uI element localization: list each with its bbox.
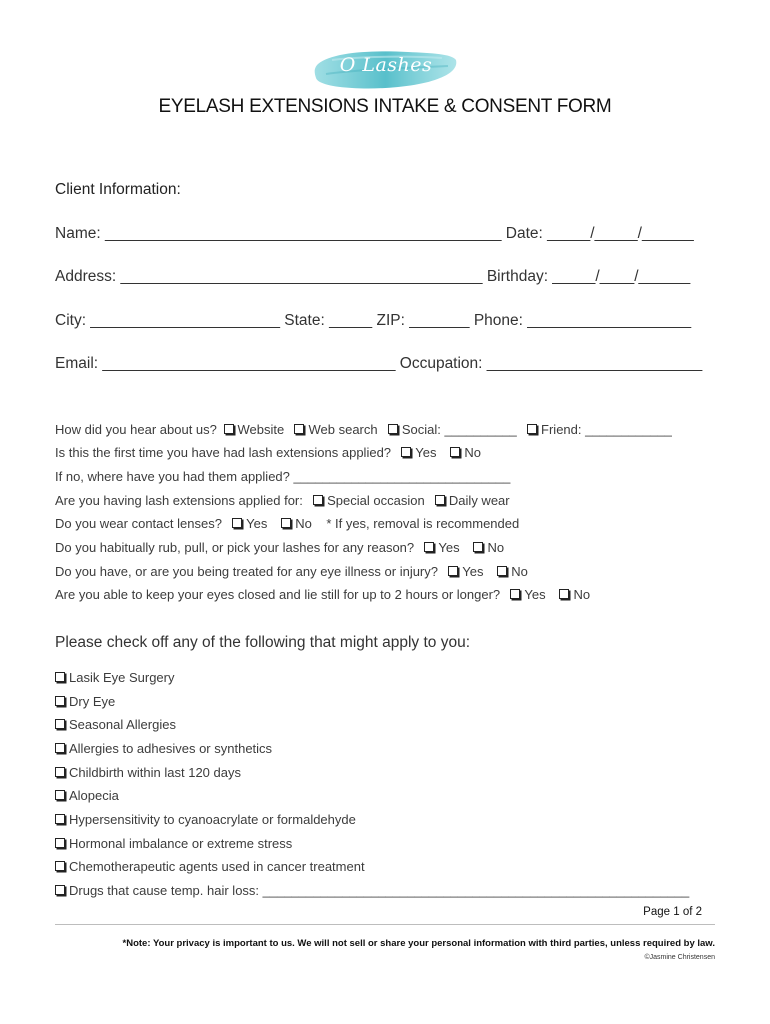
question-hear-about <box>55 422 672 437</box>
checklist-item-label: Allergies to adhesives or synthetics <box>69 741 273 756</box>
checklist-item-label: Hypersensitivity to cyanoacrylate or formaldehyde <box>69 812 356 827</box>
option-label: Yes <box>524 587 546 602</box>
question-label: Do you habitually rub, pull, or pick your lashes for any reason? <box>55 540 415 555</box>
checkbox-childbirth[interactable] <box>55 767 65 777</box>
checklist-item <box>55 741 272 756</box>
checklist-item-label: Drugs that cause temp. hair loss: ___________________________________________________________ <box>69 883 690 898</box>
checkbox-no[interactable] <box>473 542 483 552</box>
question-label: Do you wear contact lenses? <box>55 516 222 531</box>
checklist-item <box>55 694 115 709</box>
logo-text: O Lashes <box>339 54 433 76</box>
privacy-note: *Note: Your privacy is important to us. We will not sell or share your personal information with third parties, unless required by law. <box>122 938 715 949</box>
removal-note: * If yes, removal is recommended <box>326 516 520 531</box>
checkbox-no[interactable] <box>281 518 291 528</box>
checkbox-dry-eye[interactable] <box>55 696 65 706</box>
checklist-item-label: Seasonal Allergies <box>69 717 176 732</box>
question-applied-for <box>55 493 510 508</box>
option-label: Special occasion <box>327 493 425 508</box>
checkbox-yes[interactable] <box>510 589 520 599</box>
email-occupation-field[interactable]: Email: __________________________________ Occupation: _________________________ <box>55 355 703 372</box>
option-label: No <box>487 540 505 555</box>
option-label: Yes <box>415 445 437 460</box>
checkbox-yes[interactable] <box>424 542 434 552</box>
checkbox-hypersensitivity[interactable] <box>55 814 65 824</box>
option-label: Web search <box>308 422 378 437</box>
checkbox-no[interactable] <box>450 447 460 457</box>
checkbox-hair-loss-drugs[interactable] <box>55 885 65 895</box>
question-label: Are you able to keep your eyes closed and lie still for up to 2 hours or longer? <box>55 587 501 602</box>
option-label: No <box>573 587 591 602</box>
checklist-item <box>55 788 119 803</box>
page-number: Page 1 of 2 <box>643 906 702 918</box>
checklist-item-label: Hormonal imbalance or extreme stress <box>69 836 293 851</box>
option-label: Yes <box>462 564 484 579</box>
checkbox-hormonal[interactable] <box>55 838 65 848</box>
checkbox-yes[interactable] <box>401 447 411 457</box>
checklist-item <box>55 836 292 851</box>
question-label: Do you have, or are you being treated for any eye illness or injury? <box>55 564 438 579</box>
checkbox-special-occasion[interactable] <box>313 495 323 505</box>
checklist-item-label: Chemotherapeutic agents used in cancer treatment <box>69 859 365 874</box>
option-label: Website <box>237 422 285 437</box>
question-where-applied[interactable]: If no, where have you had them applied? ______________________________ <box>55 469 511 484</box>
question-label: How did you hear about us? <box>55 422 217 437</box>
checklist-item-label: Dry Eye <box>69 694 116 709</box>
copyright: ©Jasmine Christensen <box>644 954 715 961</box>
question-contact-lenses <box>55 516 519 531</box>
checkbox-web-search[interactable] <box>294 424 304 434</box>
option-label: No <box>511 564 528 579</box>
footer-divider <box>55 924 715 925</box>
option-label: Yes <box>438 540 460 555</box>
question-rub-lashes <box>55 540 504 555</box>
checklist-heading: Please check off any of the following that might apply to you: <box>55 634 471 651</box>
option-label: Daily wear <box>448 493 510 508</box>
question-first-time <box>55 445 481 460</box>
checklist-item-label: Lasik Eye Surgery <box>69 670 175 685</box>
brand-logo <box>312 44 460 100</box>
option-label: No <box>464 445 481 460</box>
checkbox-yes[interactable] <box>232 518 242 528</box>
option-label: Social: __________ <box>401 422 517 437</box>
option-label: Friend: ____________ <box>541 422 672 437</box>
checkbox-seasonal-allergies[interactable] <box>55 719 65 729</box>
checkbox-friend[interactable] <box>527 424 537 434</box>
name-date-field[interactable]: Name: ______________________________________________ Date: _____/_____/______ <box>55 225 694 242</box>
page-title: EYELASH EXTENSIONS INTAKE & CONSENT FORM <box>158 96 612 117</box>
checklist-item <box>55 765 241 780</box>
checklist-item-label: Alopecia <box>69 788 119 803</box>
checkbox-no[interactable] <box>497 566 507 576</box>
checkbox-chemotherapy[interactable] <box>55 861 65 871</box>
checklist-item <box>55 859 365 874</box>
checklist-item <box>55 670 175 685</box>
checkbox-daily-wear[interactable] <box>435 495 445 505</box>
checklist-item <box>55 717 176 732</box>
option-label: Yes <box>246 516 268 531</box>
city-state-zip-phone-field[interactable]: City: ______________________ State: _____ ZIP: _______ Phone: ___________________ <box>55 312 692 329</box>
checkbox-adhesive-allergies[interactable] <box>55 743 65 753</box>
question-label: Are you having lash extensions applied for: <box>55 493 303 508</box>
checkbox-yes[interactable] <box>448 566 458 576</box>
option-label: No <box>295 516 312 531</box>
question-eye-illness <box>55 564 528 579</box>
checkbox-no[interactable] <box>559 589 569 599</box>
checkbox-social[interactable] <box>388 424 398 434</box>
checkbox-website[interactable] <box>224 424 234 434</box>
question-label: Is this the first time you have had lash extensions applied? <box>55 445 392 460</box>
question-eyes-closed <box>55 587 590 602</box>
checklist-item <box>55 883 689 898</box>
client-info-heading: Client Information: <box>55 181 181 198</box>
checklist-item-label: Childbirth within last 120 days <box>69 765 241 780</box>
address-birthday-field[interactable]: Address: __________________________________________ Birthday: _____/____/______ <box>55 268 691 285</box>
checklist-item <box>55 812 356 827</box>
checkbox-alopecia[interactable] <box>55 790 65 800</box>
checkbox-lasik[interactable] <box>55 672 65 682</box>
